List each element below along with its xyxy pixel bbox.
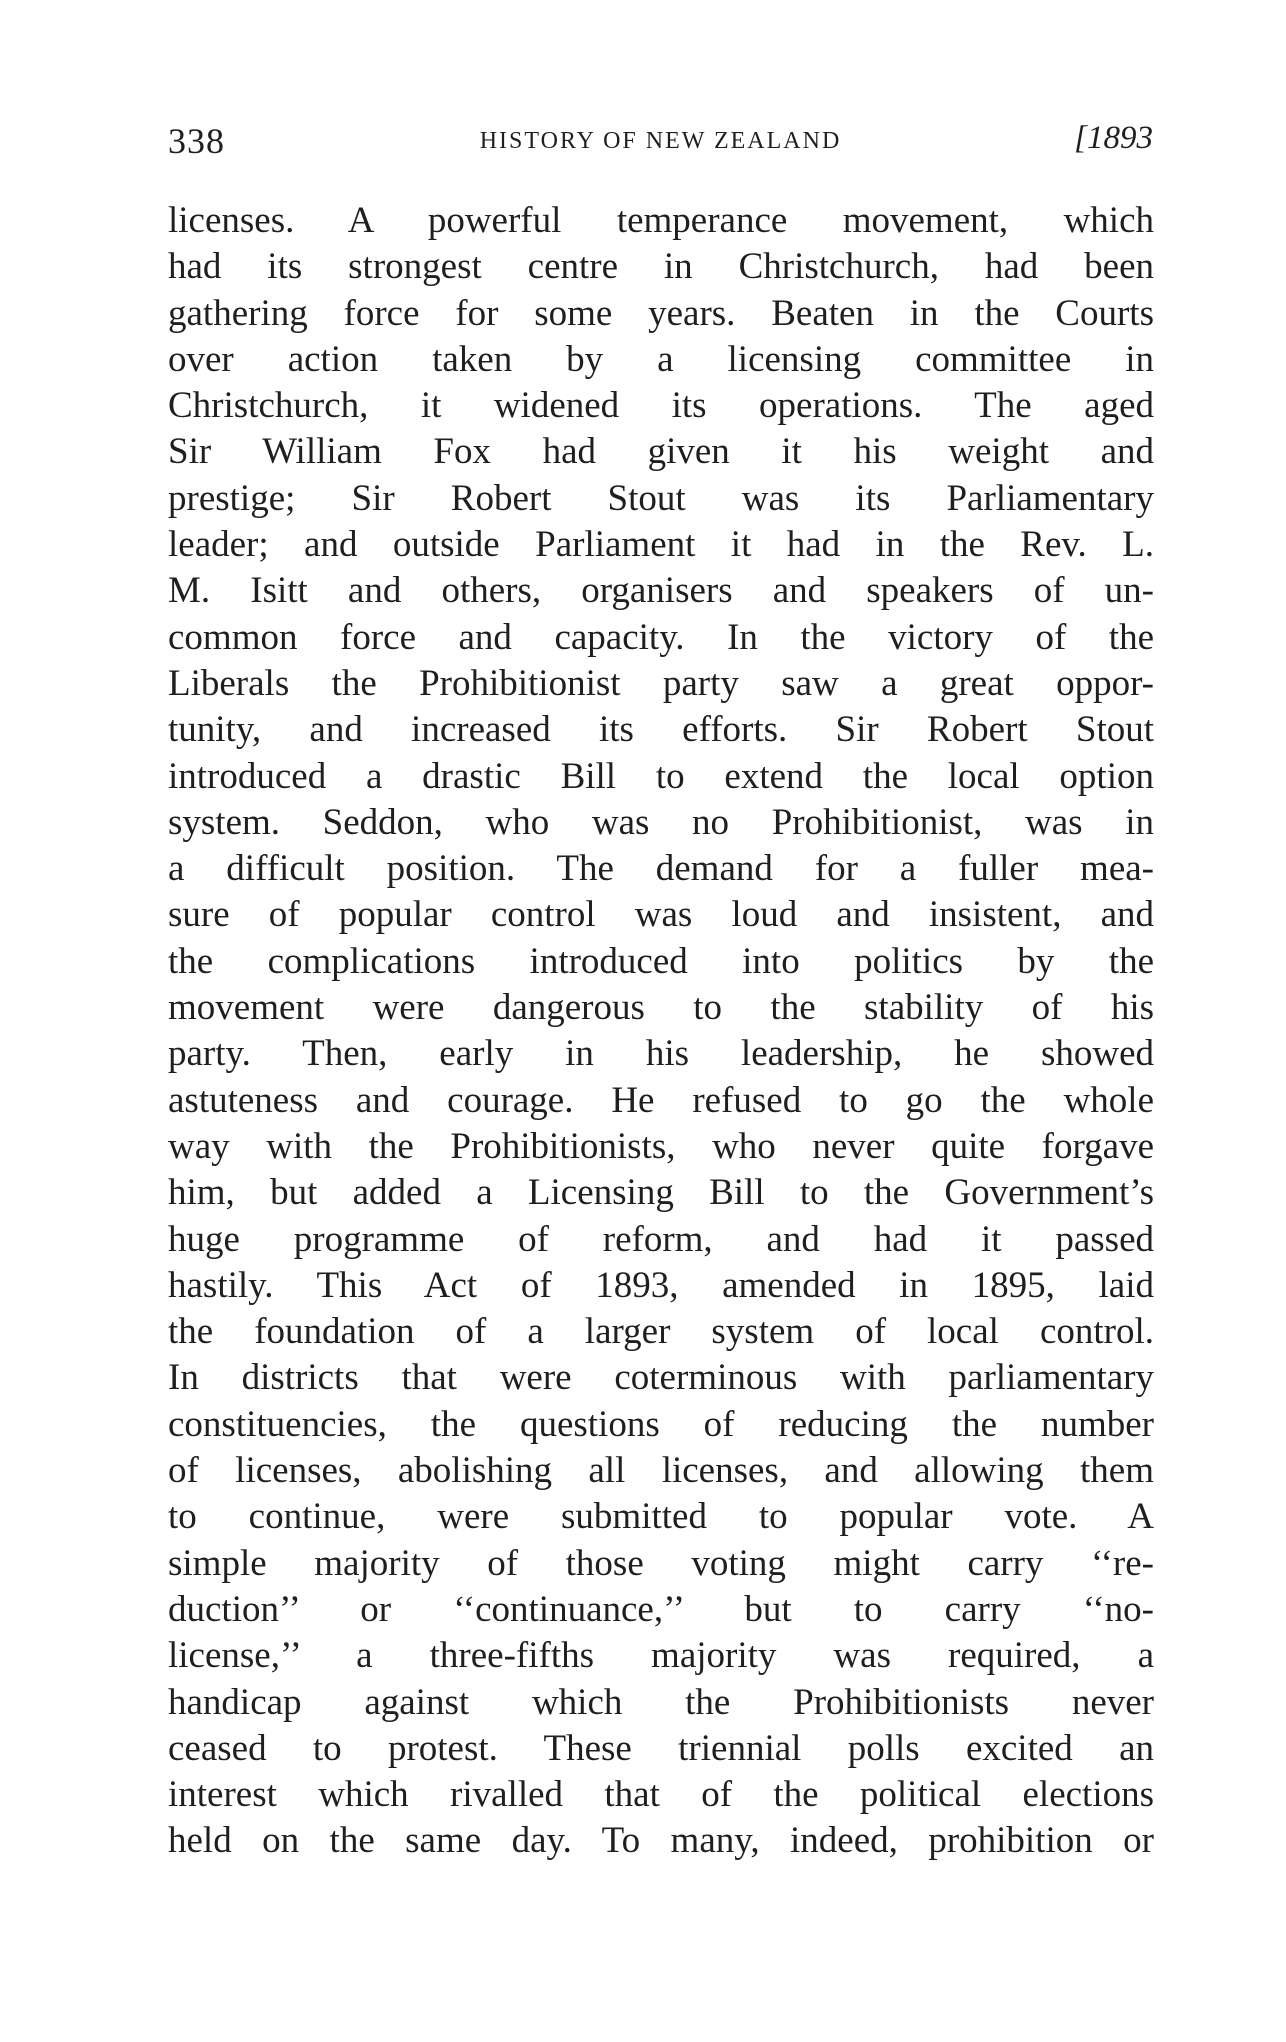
text-line: leader; and outside Parliament it had in the Rev. L. bbox=[168, 524, 1154, 566]
year-marker: [1893 bbox=[1074, 120, 1153, 156]
text-line: the foundation of a larger system of local control. bbox=[168, 1311, 1154, 1353]
text-line: of licenses, abolishing all licenses, and allowing them bbox=[168, 1450, 1154, 1492]
text-line: duction’’ or ‘‘continuance,’’ but to carry ‘‘no- bbox=[168, 1588, 1154, 1630]
running-title: HISTORY OF NEW ZEALAND bbox=[479, 128, 842, 154]
text-line: Liberals the Prohibitionist party saw a great oppor- bbox=[168, 662, 1154, 704]
text-line: him, but added a Licensing Bill to the Government’s bbox=[168, 1172, 1154, 1214]
text-line: ceased to protest. These triennial polls excited an bbox=[168, 1727, 1154, 1769]
text-line: system. Seddon, who was no Prohibitionist, was in bbox=[168, 801, 1154, 843]
text-line: introduced a drastic Bill to extend the local option bbox=[168, 755, 1154, 797]
text-line: common force and capacity. In the victory of the bbox=[168, 616, 1154, 658]
text-line: party. Then, early in his leadership, he showed bbox=[168, 1033, 1154, 1075]
text-line: held on the same day. To many, indeed, prohibition or bbox=[168, 1820, 1154, 1862]
text-line: license,’’ a three-fifths majority was required, a bbox=[168, 1635, 1154, 1677]
page-number: 338 bbox=[168, 121, 225, 161]
text-line: gathering force for some years. Beaten in the Courts bbox=[168, 292, 1154, 334]
text-line: In districts that were coterminous with parliamentary bbox=[168, 1357, 1154, 1399]
page-header bbox=[168, 120, 1153, 170]
text-line: movement were dangerous to the stability of his bbox=[168, 987, 1154, 1029]
text-line: sure of popular control was loud and insistent, and bbox=[168, 894, 1154, 936]
text-line: prestige; Sir Robert Stout was its Parliamentary bbox=[168, 477, 1154, 519]
text-line: tunity, and increased its efforts. Sir Robert Stout bbox=[168, 709, 1154, 751]
text-line: to continue, were submitted to popular vote. A bbox=[168, 1496, 1154, 1538]
text-line: hastily. This Act of 1893, amended in 1895, laid bbox=[168, 1264, 1154, 1306]
text-line: interest which rivalled that of the political elections bbox=[168, 1774, 1154, 1816]
text-line: huge programme of reform, and had it passed bbox=[168, 1218, 1154, 1260]
text-line: a difficult position. The demand for a fuller mea- bbox=[168, 848, 1154, 890]
text-line: constituencies, the questions of reducing the number bbox=[168, 1403, 1154, 1445]
text-line: Christchurch, it widened its operations. The aged bbox=[168, 385, 1154, 427]
text-line: astuteness and courage. He refused to go the whole bbox=[168, 1079, 1154, 1121]
text-line: the complications introduced into politics by the bbox=[168, 940, 1154, 982]
body-text bbox=[168, 198, 1154, 1865]
text-line: way with the Prohibitionists, who never quite forgave bbox=[168, 1125, 1154, 1167]
text-line: licenses. A powerful temperance movement, which bbox=[168, 200, 1154, 241]
text-line: Sir William Fox had given it his weight and bbox=[168, 431, 1154, 473]
text-line: over action taken by a licensing committee in bbox=[168, 338, 1154, 380]
text-line: simple majority of those voting might carry ‘‘re- bbox=[168, 1542, 1154, 1584]
text-line: M. Isitt and others, organisers and speakers of un- bbox=[168, 570, 1154, 612]
text-line: handicap against which the Prohibitionists never bbox=[168, 1681, 1154, 1723]
text-line: had its strongest centre in Christchurch, had been bbox=[168, 246, 1154, 288]
